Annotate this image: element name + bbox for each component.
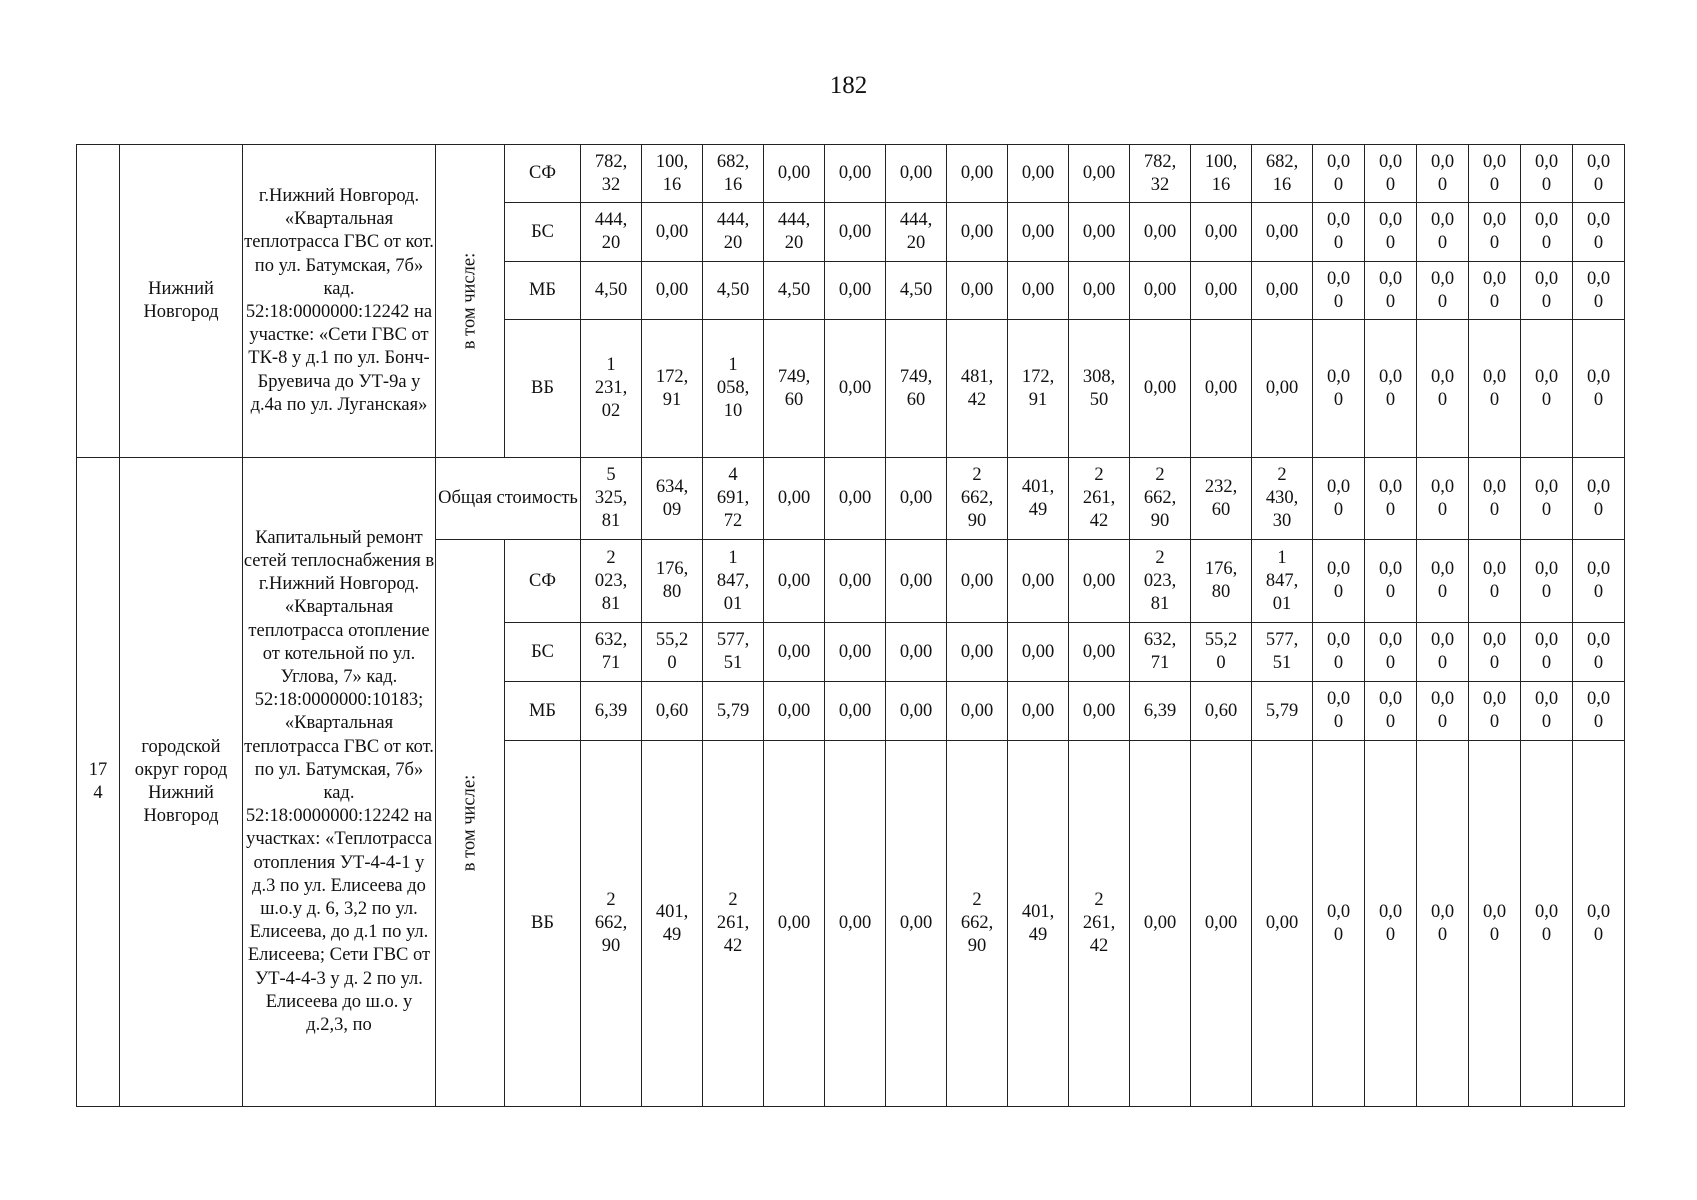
value-cell: 0,00 (1130, 741, 1191, 1107)
value-cell: 0,0 0 (1365, 741, 1417, 1107)
value-cell: 0,0 0 (1365, 145, 1417, 203)
value-cell: 0,0 0 (1573, 320, 1625, 458)
funding-source-2: МБ (505, 682, 581, 741)
funding-source-0: СФ (505, 145, 581, 203)
value-cell: 632, 71 (581, 623, 642, 682)
value-cell: 682, 16 (703, 145, 764, 203)
value-cell: 0,0 0 (1417, 741, 1469, 1107)
value-cell: 0,0 0 (1521, 145, 1573, 203)
value-cell: 782, 32 (581, 145, 642, 203)
value-cell: 401, 49 (642, 741, 703, 1107)
value-cell: 0,00 (1191, 741, 1252, 1107)
value-cell: 0,00 (1008, 262, 1069, 320)
value-cell: 0,00 (1191, 203, 1252, 262)
value-cell: 1 847, 01 (703, 540, 764, 623)
value-cell: 0,0 0 (1573, 741, 1625, 1107)
value-cell: 0,0 0 (1573, 262, 1625, 320)
in-total-label: в том числе: (459, 774, 480, 872)
value-cell: 0,0 0 (1365, 682, 1417, 741)
value-cell: 0,0 0 (1573, 458, 1625, 540)
value-cell: 0,00 (1252, 262, 1313, 320)
value-cell: 0,0 0 (1313, 203, 1365, 262)
value-cell: 0,00 (764, 458, 825, 540)
value-cell: 401, 49 (1008, 741, 1069, 1107)
value-cell: 0,0 0 (1573, 203, 1625, 262)
value-cell: 0,0 0 (1573, 540, 1625, 623)
value-cell: 0,00 (1191, 262, 1252, 320)
value-cell: 0,00 (947, 262, 1008, 320)
value-cell: 0,0 0 (1521, 682, 1573, 741)
page-number: 182 (829, 72, 868, 99)
value-cell: 0,00 (825, 741, 886, 1107)
value-cell: 2 023, 81 (581, 540, 642, 623)
value-cell: 634, 09 (642, 458, 703, 540)
funding-source-1: БС (505, 623, 581, 682)
value-cell: 5,79 (703, 682, 764, 741)
value-cell: 2 261, 42 (1069, 741, 1130, 1107)
value-cell: 0,00 (825, 203, 886, 262)
value-cell: 0,0 0 (1521, 262, 1573, 320)
value-cell: 0,0 0 (1365, 203, 1417, 262)
funding-source-3: ВБ (505, 320, 581, 458)
value-cell: 1 058, 10 (703, 320, 764, 458)
value-cell: 176, 80 (642, 540, 703, 623)
value-cell: 0,00 (886, 682, 947, 741)
value-cell: 232, 60 (1191, 458, 1252, 540)
object-description-cell: Капитальный ремонт сетей теплоснабжения в г.Нижний Новгород. «Квартальная теплотрасса отопление от котельной по ул. Углова, 7» кад. 52:18:0000000:10183; «Квартальная теплотрасса ГВС от кот. по ул. Батумская, 7б» кад. 52:18:0000000:12242 на участках: «Теплотрасса отопления УТ-4-4-1 у д.3 по ул. Елисеева до ш.о.у д. 6, 3,2 по ул. Елисеева, до д.1 по ул. Елисеева; Сети ГВС от УТ-4-4-3 у д. 2 по ул. Елисеева до ш.о. у д.2,3, по (243, 458, 436, 1107)
value-cell: 0,00 (1069, 262, 1130, 320)
value-cell: 4,50 (581, 262, 642, 320)
object-description-cell: г.Нижний Новгород. «Квартальная теплотрасса ГВС от кот. по ул. Батумская, 7б» кад. 52:18:0000000:12242 на участке: «Сети ГВС от ТК-8 у д.1 по ул. Бонч-Бруевича до УТ-9а у д.4а по ул. Луганская» (243, 145, 436, 458)
value-cell: 0,0 0 (1365, 320, 1417, 458)
value-cell: 0,0 0 (1469, 682, 1521, 741)
in-total-label-cell (436, 540, 505, 1107)
value-cell: 0,0 0 (1573, 145, 1625, 203)
value-cell: 0,00 (886, 741, 947, 1107)
value-cell: 2 430, 30 (1252, 458, 1313, 540)
municipality-cell: городской округ город Нижний Новгород (120, 458, 243, 1107)
value-cell: 0,0 0 (1469, 320, 1521, 458)
value-cell: 0,00 (1069, 623, 1130, 682)
value-cell: 100, 16 (642, 145, 703, 203)
value-cell: 55,2 0 (1191, 623, 1252, 682)
value-cell: 0,00 (825, 682, 886, 741)
value-cell: 0,0 0 (1469, 203, 1521, 262)
value-cell: 577, 51 (1252, 623, 1313, 682)
value-cell: 0,00 (825, 623, 886, 682)
value-cell: 0,00 (1130, 320, 1191, 458)
value-cell: 0,00 (1008, 145, 1069, 203)
value-cell: 0,00 (1252, 741, 1313, 1107)
value-cell: 0,00 (764, 145, 825, 203)
value-cell: 481, 42 (947, 320, 1008, 458)
value-cell: 0,00 (825, 145, 886, 203)
value-cell: 444, 20 (886, 203, 947, 262)
value-cell: 0,00 (642, 203, 703, 262)
value-cell: 0,00 (1008, 540, 1069, 623)
value-cell: 444, 20 (764, 203, 825, 262)
value-cell: 0,0 0 (1521, 623, 1573, 682)
value-cell: 0,0 0 (1365, 623, 1417, 682)
value-cell: 0,0 0 (1313, 320, 1365, 458)
funding-source-3: ВБ (505, 741, 581, 1107)
value-cell: 0,0 0 (1313, 540, 1365, 623)
value-cell: 0,0 0 (1469, 458, 1521, 540)
value-cell: 0,0 0 (1469, 623, 1521, 682)
value-cell: 0,0 0 (1313, 623, 1365, 682)
value-cell: 0,0 0 (1313, 262, 1365, 320)
table-row-total (77, 458, 1625, 540)
value-cell: 0,00 (947, 203, 1008, 262)
value-cell: 0,00 (1191, 320, 1252, 458)
value-cell: 0,0 0 (1313, 741, 1365, 1107)
value-cell: 0,00 (825, 540, 886, 623)
value-cell: 0,00 (1069, 682, 1130, 741)
value-cell: 4,50 (886, 262, 947, 320)
value-cell: 0,0 0 (1417, 203, 1469, 262)
value-cell: 0,00 (764, 741, 825, 1107)
value-cell: 172, 91 (1008, 320, 1069, 458)
value-cell: 0,00 (1130, 203, 1191, 262)
value-cell: 6,39 (581, 682, 642, 741)
funding-source-1: БС (505, 203, 581, 262)
value-cell: 0,00 (947, 145, 1008, 203)
value-cell: 0,00 (764, 682, 825, 741)
value-cell: 0,00 (825, 320, 886, 458)
value-cell: 0,0 0 (1417, 623, 1469, 682)
value-cell: 0,00 (1069, 540, 1130, 623)
value-cell: 0,00 (1252, 203, 1313, 262)
value-cell: 401, 49 (1008, 458, 1069, 540)
value-cell: 0,00 (947, 623, 1008, 682)
value-cell: 444, 20 (703, 203, 764, 262)
value-cell: 0,0 0 (1469, 145, 1521, 203)
value-cell: 1 231, 02 (581, 320, 642, 458)
total-cost-label: Общая стоимость (436, 458, 581, 540)
value-cell: 0,00 (1069, 145, 1130, 203)
value-cell: 0,00 (886, 540, 947, 623)
value-cell: 4,50 (764, 262, 825, 320)
value-cell: 172, 91 (642, 320, 703, 458)
value-cell: 2 261, 42 (1069, 458, 1130, 540)
value-cell: 0,0 0 (1313, 458, 1365, 540)
municipality-cell: Нижний Новгород (120, 145, 243, 458)
value-cell: 6,39 (1130, 682, 1191, 741)
table-row (77, 145, 1625, 203)
in-total-label-cell (436, 145, 505, 458)
value-cell: 0,00 (1130, 262, 1191, 320)
value-cell: 0,0 0 (1313, 145, 1365, 203)
value-cell: 0,00 (764, 540, 825, 623)
value-cell: 55,2 0 (642, 623, 703, 682)
value-cell: 0,0 0 (1521, 741, 1573, 1107)
value-cell: 0,00 (1069, 203, 1130, 262)
value-cell: 5 325, 81 (581, 458, 642, 540)
value-cell: 0,00 (947, 540, 1008, 623)
value-cell: 0,0 0 (1365, 458, 1417, 540)
value-cell: 0,0 0 (1365, 540, 1417, 623)
value-cell: 0,00 (886, 458, 947, 540)
value-cell: 0,00 (825, 262, 886, 320)
value-cell: 0,0 0 (1469, 262, 1521, 320)
value-cell: 577, 51 (703, 623, 764, 682)
value-cell: 0,0 0 (1417, 682, 1469, 741)
value-cell: 4,50 (703, 262, 764, 320)
value-cell: 0,0 0 (1417, 262, 1469, 320)
row-number-cell: 17 4 (77, 458, 120, 1107)
value-cell: 749, 60 (764, 320, 825, 458)
value-cell: 0,00 (1008, 682, 1069, 741)
value-cell: 682, 16 (1252, 145, 1313, 203)
value-cell: 0,0 0 (1417, 458, 1469, 540)
in-total-label: в том числе: (459, 252, 480, 350)
value-cell: 0,0 0 (1573, 623, 1625, 682)
funding-source-2: МБ (505, 262, 581, 320)
value-cell: 632, 71 (1130, 623, 1191, 682)
value-cell: 1 847, 01 (1252, 540, 1313, 623)
value-cell: 0,0 0 (1521, 203, 1573, 262)
value-cell: 100, 16 (1191, 145, 1252, 203)
value-cell: 0,0 0 (1573, 682, 1625, 741)
value-cell: 0,00 (825, 458, 886, 540)
value-cell: 0,60 (642, 682, 703, 741)
value-cell: 2 662, 90 (581, 741, 642, 1107)
value-cell: 4 691, 72 (703, 458, 764, 540)
value-cell: 0,0 0 (1365, 262, 1417, 320)
funding-source-0: СФ (505, 540, 581, 623)
value-cell: 0,0 0 (1313, 682, 1365, 741)
value-cell: 0,0 0 (1469, 741, 1521, 1107)
value-cell: 2 662, 90 (947, 741, 1008, 1107)
value-cell: 0,0 0 (1521, 540, 1573, 623)
value-cell: 2 261, 42 (703, 741, 764, 1107)
value-cell: 749, 60 (886, 320, 947, 458)
value-cell: 0,00 (886, 145, 947, 203)
value-cell: 0,0 0 (1417, 540, 1469, 623)
value-cell: 2 662, 90 (1130, 458, 1191, 540)
value-cell: 0,0 0 (1469, 540, 1521, 623)
value-cell: 308, 50 (1069, 320, 1130, 458)
value-cell: 0,0 0 (1521, 320, 1573, 458)
value-cell: 782, 32 (1130, 145, 1191, 203)
value-cell: 0,60 (1191, 682, 1252, 741)
value-cell: 0,00 (1008, 203, 1069, 262)
value-cell: 0,00 (642, 262, 703, 320)
value-cell: 0,00 (947, 682, 1008, 741)
value-cell: 0,0 0 (1521, 458, 1573, 540)
value-cell: 176, 80 (1191, 540, 1252, 623)
value-cell: 444, 20 (581, 203, 642, 262)
budget-table (76, 144, 1625, 1107)
value-cell: 2 662, 90 (947, 458, 1008, 540)
value-cell: 0,00 (886, 623, 947, 682)
row-number-cell (77, 145, 120, 458)
value-cell: 5,79 (1252, 682, 1313, 741)
value-cell: 0,00 (1252, 320, 1313, 458)
value-cell: 2 023, 81 (1130, 540, 1191, 623)
value-cell: 0,0 0 (1417, 320, 1469, 458)
value-cell: 0,00 (764, 623, 825, 682)
value-cell: 0,0 0 (1417, 145, 1469, 203)
value-cell: 0,00 (1008, 623, 1069, 682)
